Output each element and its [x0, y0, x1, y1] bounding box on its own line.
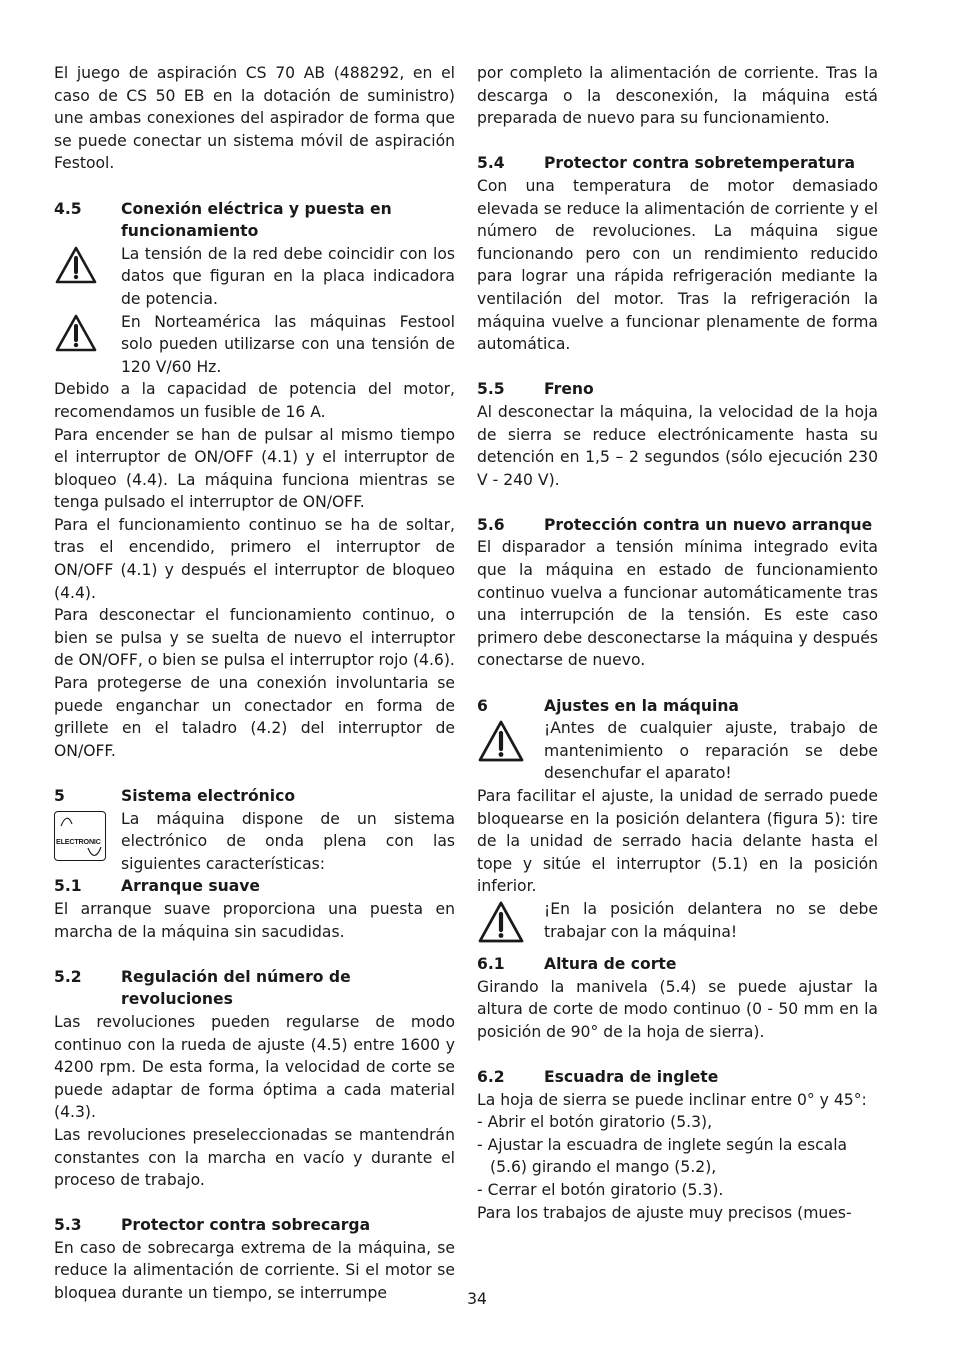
section-number: 6 — [477, 696, 488, 715]
section-title: Sistema electrónico — [121, 787, 296, 805]
section-title: Altura de corte — [544, 954, 677, 973]
section-5-3-heading — [54, 1214, 455, 1237]
paragraph: Las revoluciones pueden regularse de modo continuo con la rueda de ajuste (4.5) entre 1600 y 4200 rpm. De esta forma, la velocidad de corte se puede adaptar de forma óptima a cada material (4.3). — [54, 1012, 455, 1122]
list-item: - Ajustar la escuadra de inglete según la escala (5.6) girando el mango (5.2), — [477, 1135, 848, 1177]
section-5-4-heading — [477, 152, 878, 175]
section-number: 4.5 — [54, 199, 82, 218]
section-number: 6.1 — [477, 954, 505, 973]
paragraph: La hoja de sierra se puede inclinar entre 0° y 45°: — [477, 1090, 867, 1109]
warning-triangle-icon — [477, 898, 544, 944]
list-item: - Cerrar el botón giratorio (5.3). — [477, 1180, 724, 1199]
section-5-2-heading — [54, 966, 455, 1011]
section-title: Arranque suave — [121, 877, 260, 896]
paragraph: En caso de sobrecarga extrema de la máquina, se reduce la alimentación de corriente. Si el motor se bloquea durante un tiempo, se interrumpe — [54, 1238, 455, 1303]
section-number: 5.1 — [54, 877, 82, 896]
section-title: Protector contra sobrecarga — [121, 1216, 371, 1235]
paragraph: Para facilitar el ajuste, la unidad de serrado puede bloquearse en la posición delantera (figura 5): tire de la unidad de serrado hacia delante hasta el tope y sitúe el interruptor (5.1) en la posición inferior. — [477, 787, 878, 896]
section-5-1-heading — [54, 875, 455, 898]
section-5-5-heading — [477, 378, 878, 401]
section-number: 5.3 — [54, 1216, 82, 1235]
section-5-heading — [54, 785, 455, 808]
electronic-icon-label: ELECTRONIC — [56, 836, 101, 846]
paragraph: por completo la alimentación de corriente. Tras la descarga o la desconexión, la máquina está preparada de nuevo para su funcionamiento. — [477, 64, 878, 128]
section-6-heading — [477, 695, 878, 718]
section-number: 5.6 — [477, 515, 505, 534]
section-title: Conexión eléctrica y puesta en funcionamiento — [121, 199, 392, 241]
page-number: 34 — [467, 1290, 487, 1308]
intro-paragraph: El juego de aspiración CS 70 AB (488292, en el caso de CS 50 EB en la dotación de suministro) une ambas conexiones del aspirador de forma que se puede conectar un sistema móvil de aspiración Festool. — [54, 64, 455, 173]
section-6-1-heading — [477, 953, 878, 976]
warning-text: En Norteamérica las máquinas Festool solo pueden utilizarse con una tensión de 120 V/60 Hz. — [121, 312, 455, 376]
electronic-block — [54, 808, 455, 876]
warning-block — [54, 243, 455, 311]
paragraph: El disparador a tensión mínima integrado evita que la máquina en estado de funcionamiento continuo vuelva a funcionar automáticamente tras una interrupción de la tensión. Es este caso primero debe desconectarse la máquina y después conectarse de nuevo. — [477, 538, 878, 670]
steps-list — [477, 1111, 878, 1201]
warning-triangle-icon — [54, 311, 121, 353]
section-title: Protector contra sobretemperatura — [544, 154, 855, 173]
section-title: Regulación del número de revoluciones — [121, 967, 351, 1009]
electronic-wave-icon — [54, 811, 106, 861]
section-title: Freno — [544, 380, 594, 399]
warning-text: La tensión de la red debe coincidir con los datos que figuran en la placa indicadora de potencia. — [121, 244, 455, 308]
electronic-text: La máquina dispone de un sistema electrónico de onda plena con las siguientes características: — [121, 809, 455, 873]
section-number: 5.4 — [477, 154, 505, 173]
section-number: 6.2 — [477, 1067, 505, 1086]
section-5-6-heading — [477, 514, 878, 537]
paragraph: El arranque suave proporciona una puesta en marcha de la máquina sin sacudidas. — [54, 899, 455, 941]
section-title: Escuadra de inglete — [544, 1067, 719, 1086]
warning-text: ¡En la posición delantera no se debe trabajar con la máquina! — [544, 899, 878, 941]
warning-block — [54, 311, 455, 379]
section-number: 5.5 — [477, 380, 505, 399]
paragraph: Para el funcionamiento continuo se ha de soltar, tras el encendido, primero el interruptor de ON/OFF (4.1) y después el interruptor de bloqueo (4.4). — [54, 515, 455, 602]
left-column — [54, 62, 455, 1305]
warning-triangle-icon — [54, 243, 121, 285]
section-number: 5.2 — [54, 967, 82, 986]
paragraph: Al desconectar la máquina, la velocidad de la hoja de sierra se reduce electrónicamente hasta su detención en 1,5 – 2 segundos (sólo ejecución 230 V - 240 V). — [477, 402, 878, 489]
paragraph: Para encender se han de pulsar al mismo tiempo el interruptor de ON/OFF (4.1) y el interruptor de bloqueo (4.4). La máquina funciona mientras se tenga pulsado el interruptor de ON/OFF. — [54, 425, 455, 512]
warning-block — [477, 717, 878, 785]
paragraph: Debido a la capacidad de potencia del motor, recomendamos un fusible de 16 A. — [54, 380, 455, 421]
paragraph: Para los trabajos de ajuste muy precisos (mues- — [477, 1203, 852, 1222]
section-6-2-heading — [477, 1066, 878, 1089]
right-column — [477, 62, 878, 1224]
paragraph: Girando la manivela (5.4) se puede ajustar la altura de corte de modo continuo (0 - 50 mm en la posición de 90° de la hoja de sierra). — [477, 977, 878, 1041]
paragraph: Con una temperatura de motor demasiado elevada se reduce la alimentación de corriente y el número de revoluciones. La máquina sigue funcionando pero con un rendimiento reducido para lograr una rápida refrigeración mediante la ventilación del motor. Tras la refrigeración la máquina vuelve a funcionar plenamente de forma automática. — [477, 176, 878, 354]
paragraph: Para desconectar el funcionamiento continuo, o bien se pulsa y se suelta de nuevo el interruptor de ON/OFF, o bien se pulsa el interruptor rojo (4.6). — [54, 606, 455, 670]
paragraph: Las revoluciones preseleccionadas se mantendrán constantes con la marcha en vacío y durante el proceso de trabajo. — [54, 1125, 455, 1190]
section-title: Protección contra un nuevo arranque — [544, 515, 873, 534]
section-title: Ajustes en la máquina — [544, 696, 739, 715]
paragraph: Para protegerse de una conexión involuntaria se puede enganchar un conectador en forma de grillete en el taladro (4.2) del interruptor de ON/OFF. — [54, 674, 455, 760]
warning-text: ¡Antes de cualquier ajuste, trabajo de mantenimiento o reparación se debe desenchufar el aparato! — [544, 719, 878, 783]
warning-triangle-icon — [477, 717, 544, 763]
list-item: - Abrir el botón giratorio (5.3), — [477, 1113, 713, 1132]
section-number: 5 — [54, 787, 65, 805]
warning-block — [477, 898, 878, 944]
section-4-5-heading — [54, 198, 455, 243]
